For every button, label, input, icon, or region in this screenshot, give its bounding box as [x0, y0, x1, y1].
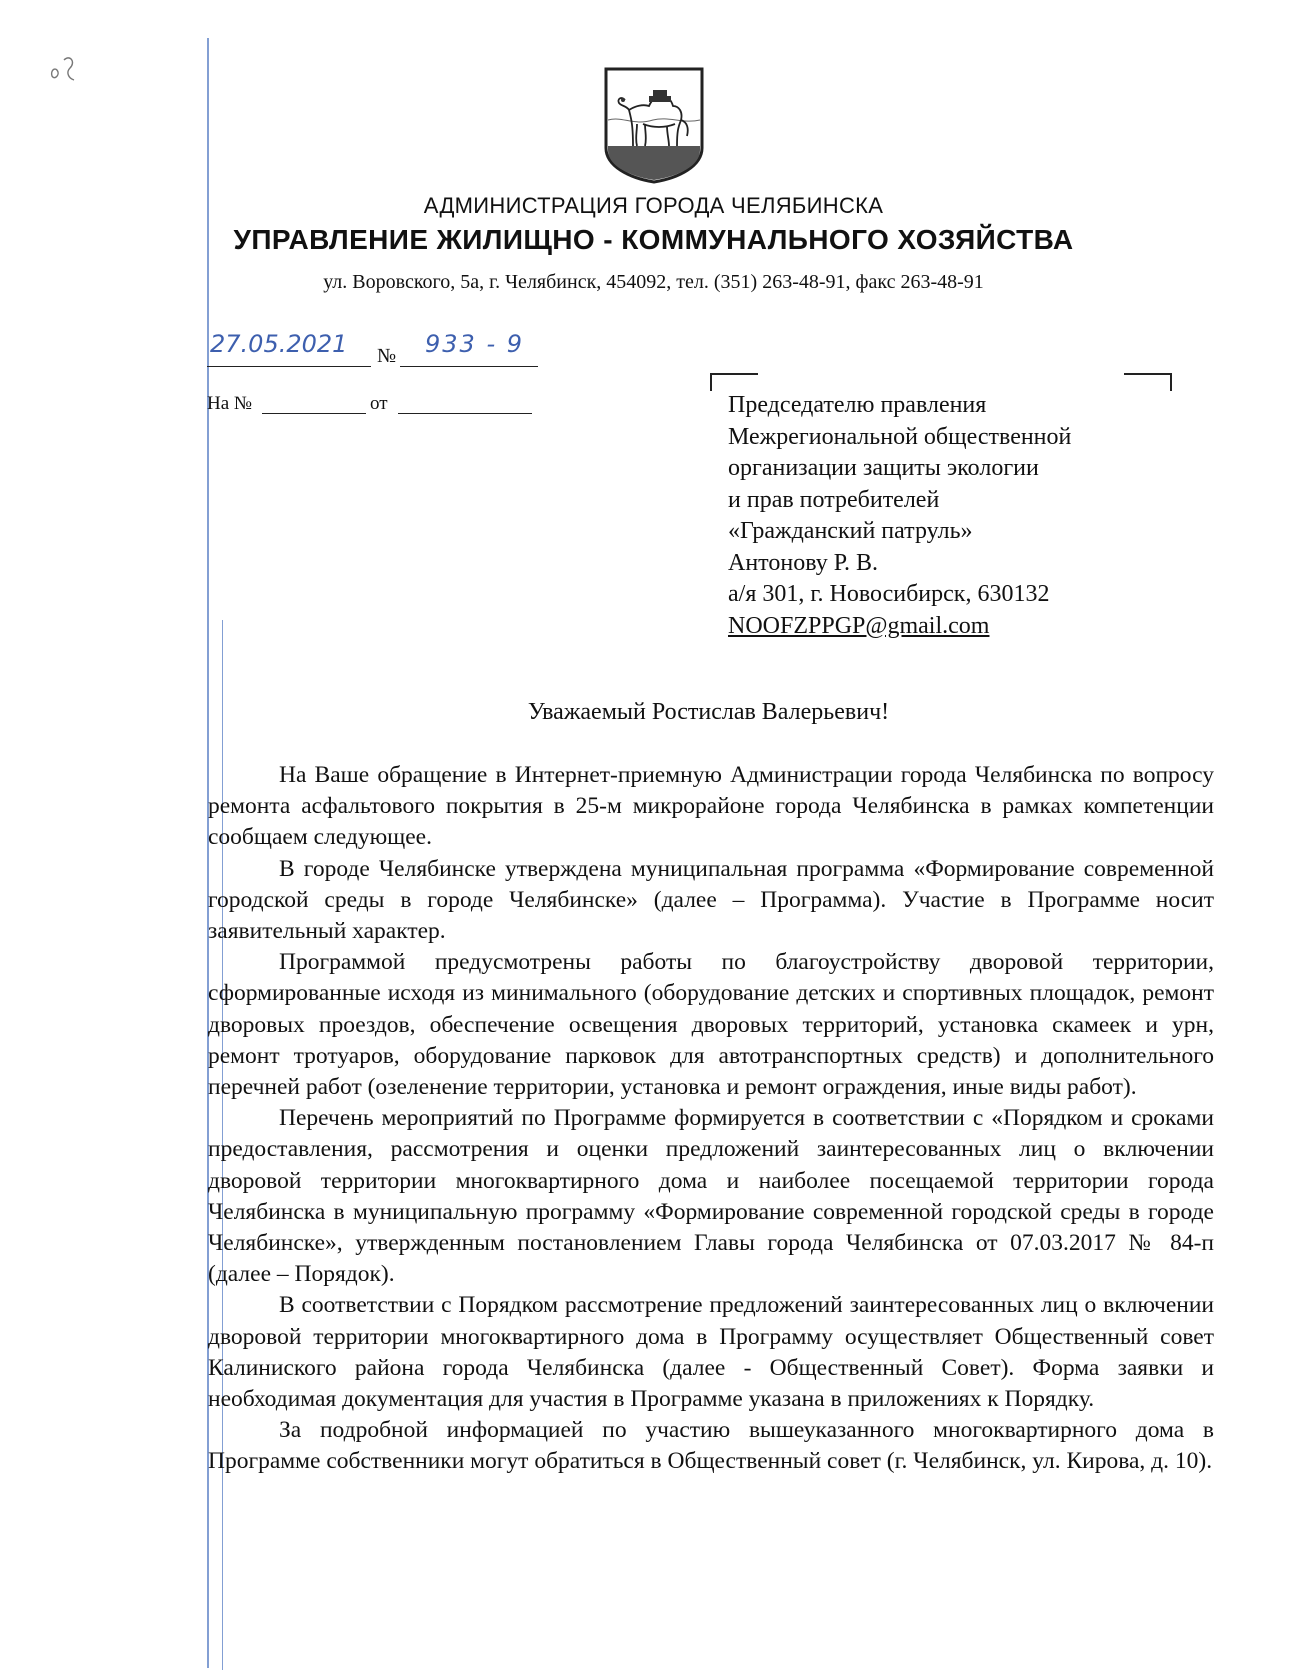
recipient-line: организации защиты экологии	[728, 455, 1039, 481]
recipient-line: Межрегиональной общественной	[728, 423, 1072, 450]
body-paragraph: В соответствии с Порядком рассмотрение предложений заинтересованных лиц о включении дворовой территории многоквартирного дома в Программу осуществляет Общественный совет Калиниского района города Челябинска (далее - Общественный Совет). Форма заявки и необходимая документация для участия в Программе указана в приложениях к Порядку.	[208, 1292, 1214, 1413]
reply-to-underline	[262, 413, 366, 414]
body-paragraph: В городе Челябинске утверждена муниципальная программа «Формирование современной городской среды в городе Челябинске» (далее – Программа). Участие в Программе носит заявительный характер.	[208, 855, 1214, 945]
body-paragraph: За подробной информацией по участию вышеуказанного многоквартирного дома в Программе собственники могут обратиться в Общественный совет (г. Челябинск, ул. Кирова, д. 10).	[208, 1417, 1214, 1475]
recipient-line: Председателю правления	[728, 392, 987, 418]
recipient-line: а/я 301, г. Новосибирск, 630132	[728, 581, 1050, 607]
number-label: №	[377, 345, 397, 367]
recipient-corner-right	[1124, 373, 1172, 391]
salutation: Уважаемый Ростислав Валерьевич!	[527, 699, 890, 725]
from-label: от	[370, 393, 388, 414]
recipient-corner-left	[710, 373, 758, 391]
organization-top: АДМИНИСТРАЦИЯ ГОРОДА ЧЕЛЯБИНСКА	[423, 193, 884, 218]
body-paragraph: На Ваше обращение в Интернет-приемную Администрации города Челябинска по вопросу ремонта асфальтового покрытия в 25-м микрорайоне города Челябинска в рамках компетенции сообщаем следующее.	[208, 762, 1214, 851]
handwritten-date: 27.05.2021	[210, 330, 348, 358]
letter-body	[208, 760, 1214, 1478]
recipient-line: Антонову Р. В.	[728, 549, 879, 576]
recipient-block	[728, 390, 1198, 642]
organization-address: ул. Воровского, 5а, г. Челябинск, 454092, тел. (351) 263-48-91, факс 263-48-91	[323, 271, 984, 293]
recipient-line: «Гражданский патруль»	[728, 518, 973, 544]
body-paragraph: Перечень мероприятий по Программе формируется в соответствии с «Порядком и сроками предоставления, рассмотрения и оценки предложений заинтересованных лиц о включении дворовой территории многоквартирного дома и наиболее посещаемой территории города Челябинска в муниципальную программу «Формирование современной городской среды в городе Челябинске», утвержденным постановлением Главы города Челябинска от 07.03.2017 № 84-п (далее – Порядок).	[208, 1105, 1214, 1288]
pencil-mark	[46, 52, 86, 92]
date-underline	[207, 366, 371, 367]
number-underline	[400, 366, 538, 367]
recipient-line: и прав потребителей	[728, 486, 940, 513]
from-underline	[398, 413, 532, 414]
coat-of-arms-emblem	[603, 66, 705, 184]
body-paragraph: Программой предусмотрены работы по благоустройству дворовой территории, сформированные исходя из минимального (оборудование детских и спортивных площадок, ремонт дворовых проездов, обеспечение освещения дворовых территорий, установка скамеек и урн, ремонт тротуаров, оборудование парковок для автотранспортных средств) и дополнительного перечней работ (озеленение территории, установка и ремонт ограждения, иные виды работ).	[208, 949, 1214, 1101]
organization-main: УПРАВЛЕНИЕ ЖИЛИЩНО - КОММУНАЛЬНОГО ХОЗЯЙСТВА	[233, 224, 1074, 255]
handwritten-number: 933 - 9	[425, 330, 524, 358]
recipient-email: NOOFZPPGP@gmail.com	[728, 612, 990, 639]
reply-to-label: На №	[207, 393, 253, 414]
